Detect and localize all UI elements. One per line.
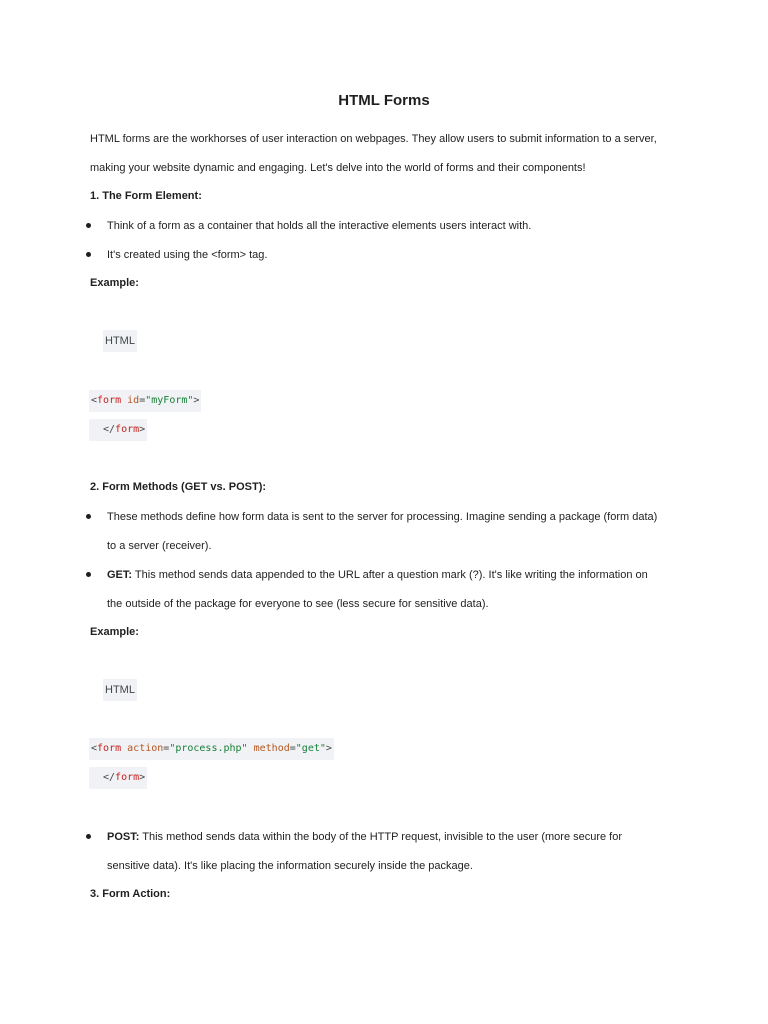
- post-label: POST:: [107, 831, 140, 843]
- code-token: =: [139, 395, 146, 406]
- section-2-heading: 2. Form Methods (GET vs. POST):: [90, 481, 267, 493]
- code-token: >: [193, 395, 200, 406]
- code-language-label: HTML: [103, 330, 137, 352]
- section-1-example-label: Example:: [90, 277, 139, 289]
- intro-line-2: making your website dynamic and engaging. Let's delve into the world of forms and their components!: [90, 162, 586, 174]
- section-2-bullet-1-line-1: These methods define how form data is sent to the server for processing. Imagine sending a package (form data): [107, 511, 658, 523]
- code-token: "get": [295, 743, 326, 754]
- section-1-bullet-1: Think of a form as a container that holds all the interactive elements users interact with.: [107, 220, 532, 232]
- section-1-heading: 1. The Form Element:: [90, 190, 202, 202]
- code-token: =: [163, 743, 170, 754]
- code-token: </: [103, 772, 116, 783]
- code-token: form: [97, 395, 122, 406]
- section-2-bullet-3-line-2: sensitive data). It's like placing the information securely inside the package.: [107, 860, 473, 872]
- code-token: form: [97, 743, 122, 754]
- code-token: <: [91, 743, 98, 754]
- code-token: <: [91, 395, 98, 406]
- bullet-icon: [86, 572, 91, 577]
- code-token: "process.php": [169, 743, 248, 754]
- intro-line-1: HTML forms are the workhorses of user interaction on webpages. They allow users to submit information to a server,: [90, 133, 657, 145]
- section-1-bullet-2: It's created using the <form> tag.: [107, 249, 268, 261]
- section-2-bullet-2-line-2: the outside of the package for everyone to see (less secure for sensitive data).: [107, 598, 489, 610]
- code-token: form: [115, 424, 140, 435]
- code-language-label: HTML: [103, 679, 137, 701]
- section-3-heading: 3. Form Action:: [90, 888, 171, 900]
- code-token: method: [253, 743, 290, 754]
- code-line-2: [89, 419, 147, 441]
- code-token: >: [139, 772, 146, 783]
- code-token: "myForm": [145, 395, 194, 406]
- code-token: form: [115, 772, 140, 783]
- code-token: action: [127, 743, 164, 754]
- code-token: >: [325, 743, 332, 754]
- get-label: GET:: [107, 569, 133, 581]
- bullet-icon: [86, 223, 91, 228]
- bullet-icon: [86, 834, 91, 839]
- code-line-1: [89, 738, 334, 760]
- code-token: >: [139, 424, 146, 435]
- code-token: id: [127, 395, 140, 406]
- bullet-icon: [86, 514, 91, 519]
- get-description: This method sends data appended to the URL after a question mark (?). It's like writing the information on: [132, 569, 648, 581]
- section-2-bullet-3-line-1: [107, 830, 622, 844]
- post-description: This method sends data within the body of the HTTP request, invisible to the user (more secure for: [139, 831, 623, 843]
- page-title: HTML Forms: [338, 92, 430, 109]
- section-2-bullet-1-line-2: to a server (receiver).: [107, 540, 212, 552]
- bullet-icon: [86, 252, 91, 257]
- section-2-example-label: Example:: [90, 626, 139, 638]
- code-token: </: [103, 424, 116, 435]
- section-2-bullet-2-line-1: [107, 568, 648, 582]
- code-token: =: [289, 743, 296, 754]
- code-line-2: [89, 767, 147, 789]
- code-line-1: [89, 390, 201, 412]
